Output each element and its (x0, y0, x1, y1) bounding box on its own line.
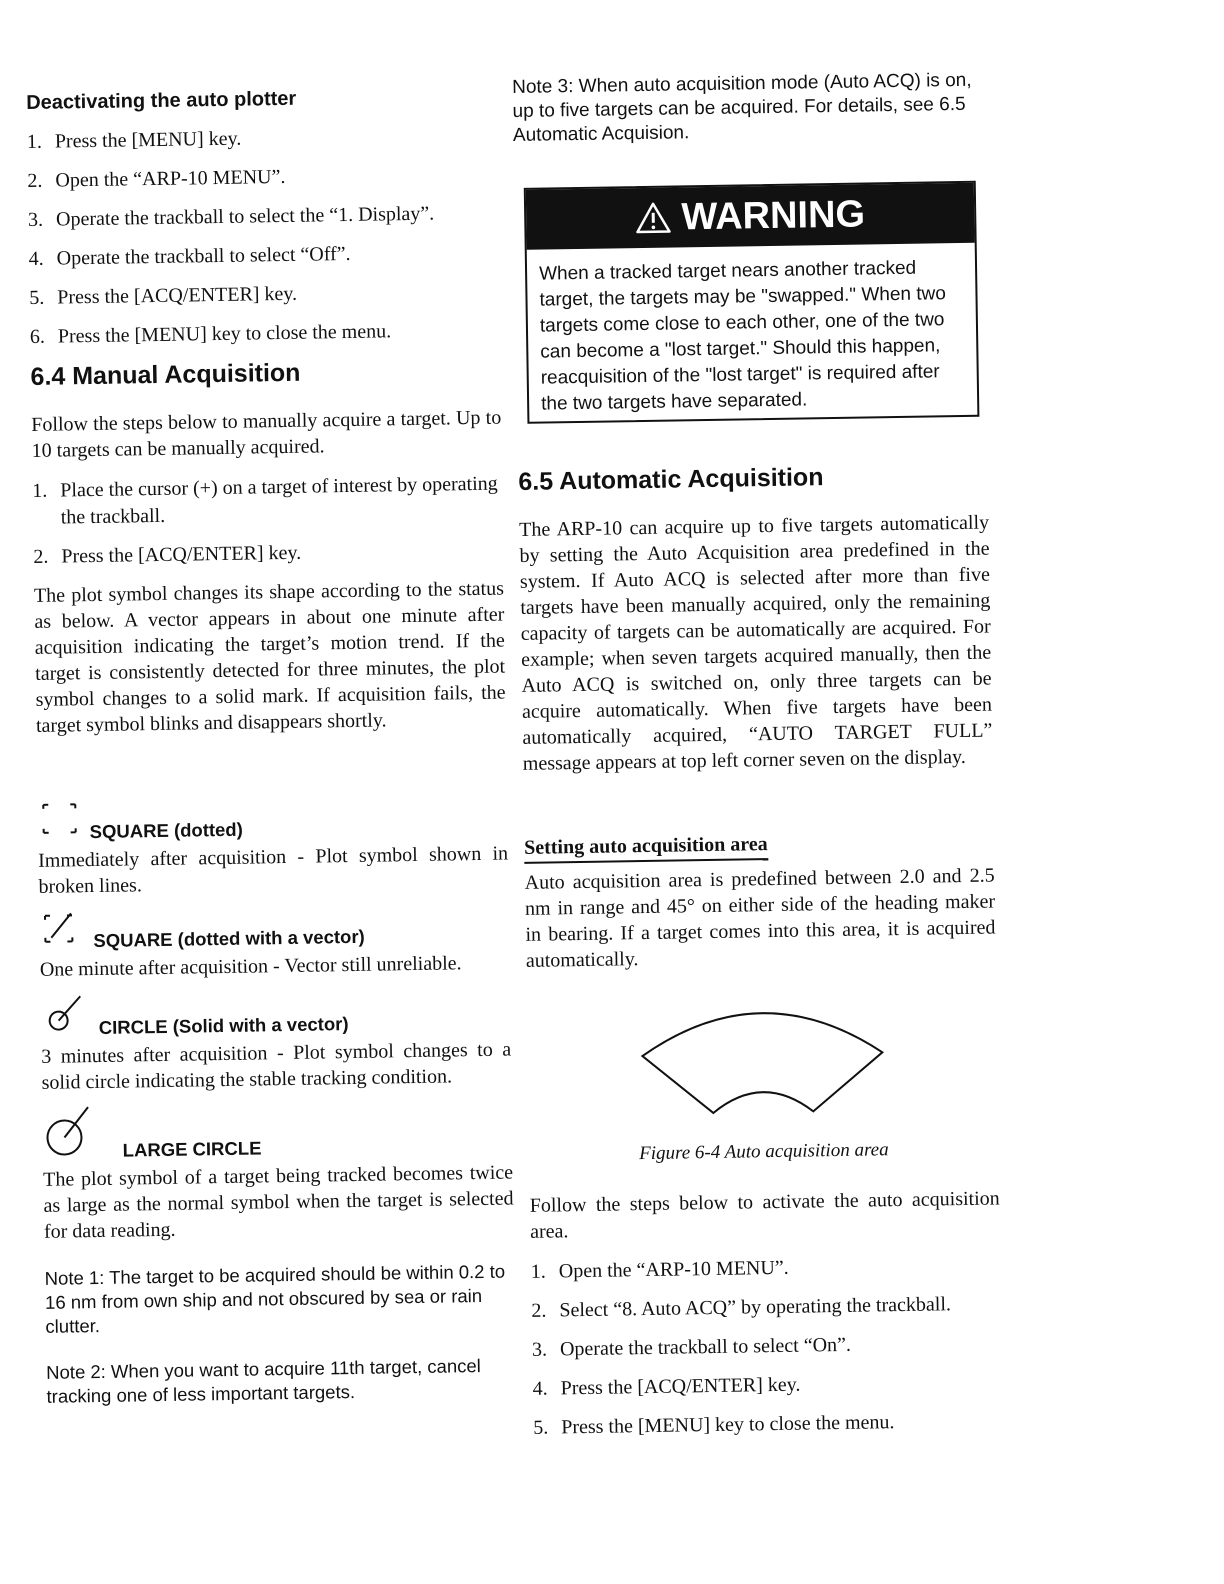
list-item: 3. Operate the trackball to select the “1. Display”. (27, 202, 435, 231)
symbol-desc: Immediately after acquisition - Plot symbol shown in broken lines. (37, 842, 509, 898)
plot-symbol-paragraph: The plot symbol changes its shape according to the status as below. A vector appears in about one minute after acquisition indicating the target’s motion trend. If the target is consistently detected for three minutes, the plot symbol changes to a solid mark. If acquisition fails, the target symbol blinks and disappears shortly. (33, 577, 506, 737)
activate-steps (531, 1251, 1004, 1441)
deactivate-steps (27, 122, 500, 351)
symbol-desc: One minute after acquisition - Vector still unreliable. (39, 952, 462, 981)
list-item: 2. Press the [ACQ/ENTER] key. (33, 541, 302, 568)
activate-intro: Follow the steps below to activate the auto acquisition area. (529, 1187, 1000, 1243)
list-item: 4. Operate the trackball to select “Off”. (28, 242, 351, 270)
list-item: 5. Press the [ACQ/ENTER] key. (29, 282, 298, 309)
large-circle-icon (42, 1103, 109, 1163)
figure-caption: Figure 6-4 Auto acquisition area (639, 1139, 889, 1165)
deactivate-heading: Deactivating the auto plotter (26, 87, 297, 114)
symbol-large-circle: LARGE CIRCLE (42, 1096, 513, 1162)
list-item: 1. Open the “ARP-10 MENU”. (530, 1256, 789, 1283)
note-3: Note 3: When auto acquisition mode (Auto ACQ) is on, up to five targets can be acquired. For details, see 6.5 Automatic Acquision. (512, 69, 972, 146)
warning-triangle-icon (635, 202, 671, 235)
auto-acquisition-area-figure (526, 989, 998, 1131)
symbol-square-dotted-vector: SQUARE (dotted with a vector) (39, 901, 510, 953)
list-item: 4. Press the [ACQ/ENTER] key. (532, 1373, 801, 1400)
symbol-desc: 3 minutes after acquisition - Plot symbol changes to a solid circle indicating the stable tracking condition. (41, 1038, 512, 1094)
area-heading: Setting auto acquisition area (524, 833, 768, 864)
warning-box (524, 181, 980, 424)
list-item: 1. Press the [MENU] key. (26, 127, 242, 153)
circle-solid-vector-icon (40, 990, 91, 1040)
list-item: 2. Select “8. Auto ACQ” by operating the trackball. (531, 1293, 952, 1322)
square-dotted-icon (37, 798, 82, 844)
area-paragraph: Auto acquisition area is predefined between 2.0 and 2.5 nm in range and 45° on either side of the heading maker in bearing. If a target comes into this area, it is acquired automatically. (524, 864, 996, 972)
square-dotted-vector-icon (39, 907, 86, 953)
warning-title: WARNING (681, 193, 866, 239)
manual-steps (32, 471, 503, 571)
automatic-acquisition-heading: 6.5 Automatic Acquisition (518, 463, 824, 496)
manual-intro: Follow the steps below to manually acquire a target. Up to 10 targets can be manually acquired. (31, 406, 502, 462)
symbol-desc: The plot symbol of a target being tracked becomes twice as large as the normal symbol when the target is selected for data reading. (42, 1161, 514, 1243)
manual-acquisition-heading: 6.4 Manual Acquisition (30, 358, 301, 391)
list-item: 5. Press the [MENU] key to close the menu. (533, 1411, 895, 1439)
auto-acquisition-paragraph: The ARP-10 can acquire up to five targets automatically by setting the Auto Acquisition area predefined in the system. If Auto ACQ is selected after more than five targets have been manually acquired, only the remaining capacity of targets can be automatically are acquired. For example; when seven targets acquired manually, then the Auto ACQ is switched on, only three targets can be acquire automatically. When five targets have been automatically acquired, “AUTO TARGET FULL” message appears at top left corner seven on the display. (518, 511, 993, 775)
list-item: 1. Place the cursor (+) on a target of interest by operating the trackball. (32, 472, 498, 529)
note-1: Note 1: The target to be acquired should be within 0.2 to 16 nm from own ship and not obscured by sea or rain clutter. (44, 1260, 506, 1337)
note-2: Note 2: When you want to acquire 11th target, cancel tracking one of less important targets. (46, 1355, 481, 1407)
list-item: 3. Operate the trackball to select “On”. (531, 1333, 852, 1361)
list-item: 6. Press the [MENU] key to close the menu. (29, 320, 392, 348)
left-column (26, 81, 517, 1431)
list-item: 2. Open the “ARP-10 MENU”. (27, 165, 286, 192)
warning-header (526, 183, 975, 250)
symbol-square-dotted: SQUARE (dotted) (37, 792, 508, 844)
acquisition-sector-diagram (611, 990, 913, 1125)
warning-text: When a tracked target nears another tracked target, the targets may be "swapped." When two targets come close to each other, one of the two can become a "lost target." Should this happen, reacquisition of the "lost target" is required after the two targets have separated. (538, 257, 947, 415)
right-column (512, 69, 1004, 1454)
symbol-circle-solid-vector: CIRCLE (Solid with a vector) (40, 984, 511, 1040)
